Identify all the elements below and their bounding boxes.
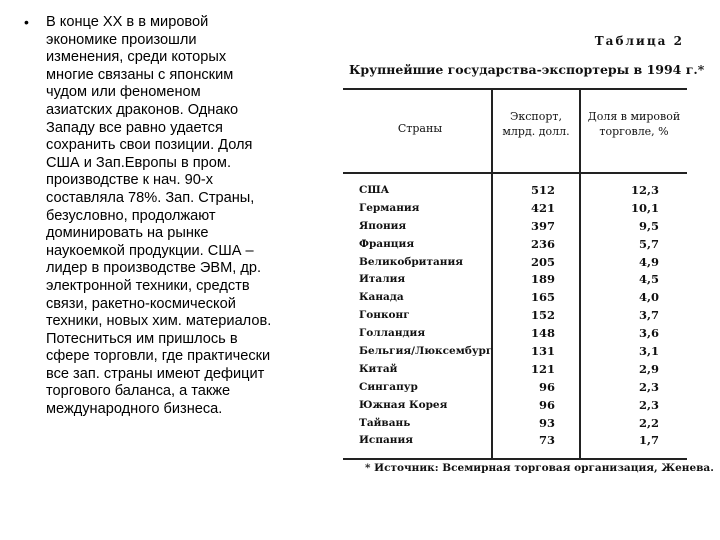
table-row bbox=[335, 379, 690, 397]
share-cell: 3,7 bbox=[638, 308, 659, 323]
text-line: США и Зап.Европы в пром. bbox=[46, 154, 231, 171]
country-cell: Франция bbox=[359, 237, 415, 250]
country-cell: Гонконг bbox=[359, 309, 410, 322]
header-country: Страны bbox=[397, 122, 443, 135]
share-cell: 4,9 bbox=[638, 254, 659, 269]
share-cell: 2,9 bbox=[638, 361, 659, 376]
table-row bbox=[335, 307, 690, 325]
country-cell: Германия bbox=[359, 201, 420, 214]
export-cell: 148 bbox=[530, 326, 555, 341]
text-line: многие связаны с японским bbox=[46, 66, 234, 83]
bullet-marker: • bbox=[24, 14, 29, 30]
text-line: торгового баланса, а также bbox=[46, 383, 231, 400]
table-row bbox=[335, 236, 690, 254]
share-cell: 3,6 bbox=[638, 326, 659, 341]
share-cell: 10,1 bbox=[630, 200, 659, 215]
country-cell: США bbox=[359, 184, 390, 196]
table-body bbox=[335, 182, 690, 450]
header-rule bbox=[343, 172, 687, 174]
header-share-line2: торговле, % bbox=[599, 125, 669, 138]
export-cell: 93 bbox=[538, 415, 555, 430]
country-cell: Канада bbox=[359, 291, 404, 304]
country-cell: Тайвань bbox=[359, 416, 411, 429]
export-cell: 131 bbox=[530, 344, 555, 359]
country-cell: Италия bbox=[359, 273, 406, 286]
text-line: доминировать на рынке bbox=[46, 225, 209, 242]
export-cell: 96 bbox=[538, 379, 555, 394]
share-cell: 9,5 bbox=[638, 218, 659, 233]
export-cell: 121 bbox=[530, 361, 555, 376]
table-source-note: * Источник: Всемирная торговая организация, Женева. bbox=[365, 462, 714, 474]
header-export-line2: млрд. долл. bbox=[502, 125, 570, 138]
text-line: производстве к нач. 90-х bbox=[46, 172, 214, 189]
text-line: международного бизнеса. bbox=[46, 401, 223, 418]
share-cell: 2,3 bbox=[638, 397, 659, 412]
country-cell: Бельгия/Люксембург bbox=[359, 345, 493, 358]
header-export-line1: Экспорт, bbox=[509, 110, 563, 123]
text-line: В конце ХХ в в мировой bbox=[46, 14, 209, 30]
export-cell: 96 bbox=[538, 397, 555, 412]
table-row bbox=[335, 415, 690, 433]
country-cell: Великобритания bbox=[359, 255, 464, 268]
share-cell: 5,7 bbox=[638, 236, 659, 251]
table-row bbox=[335, 432, 690, 450]
text-line: сохранить свои позиции. Доля bbox=[46, 137, 253, 154]
table-row bbox=[335, 397, 690, 415]
table-row bbox=[335, 200, 690, 218]
share-cell: 12,3 bbox=[630, 183, 659, 197]
text-line: Западу все равно удается bbox=[46, 119, 223, 136]
text-line: техники, новых хим. материалов. bbox=[46, 313, 272, 330]
export-cell: 397 bbox=[530, 218, 555, 233]
export-cell: 236 bbox=[530, 236, 555, 251]
export-cell: 73 bbox=[538, 433, 555, 448]
export-cell: 512 bbox=[530, 183, 555, 197]
table-number: Таблица 2 bbox=[594, 34, 684, 48]
country-cell: Южная Корея bbox=[359, 398, 448, 411]
text-line: экономике произошли bbox=[46, 31, 197, 48]
text-line: электронной техники, средств bbox=[46, 277, 250, 294]
country-cell: Голландия bbox=[359, 327, 426, 340]
text-line: связи, ракетно-космической bbox=[46, 295, 236, 312]
table-top-rule bbox=[343, 88, 687, 90]
table-row bbox=[335, 218, 690, 236]
share-cell: 2,2 bbox=[638, 415, 659, 430]
share-cell: 2,3 bbox=[638, 379, 659, 394]
text-line: безусловно, продолжают bbox=[46, 207, 216, 224]
export-cell: 152 bbox=[530, 308, 555, 323]
text-line: изменения, среди которых bbox=[46, 49, 227, 66]
body-text bbox=[46, 14, 331, 419]
table-row bbox=[335, 361, 690, 379]
scanned-table bbox=[335, 22, 714, 492]
share-cell: 1,7 bbox=[638, 433, 659, 448]
export-cell: 189 bbox=[530, 272, 555, 287]
country-cell: Китай bbox=[359, 362, 398, 375]
table-row bbox=[335, 254, 690, 272]
table-row bbox=[335, 325, 690, 343]
table-row bbox=[335, 271, 690, 289]
country-cell: Испания bbox=[359, 434, 414, 447]
text-line: наукоемкой продукции. США – bbox=[46, 242, 254, 259]
header-share-line1: Доля в мировой bbox=[587, 110, 681, 123]
text-line: Потесниться им пришлось в bbox=[46, 330, 238, 347]
share-cell: 4,0 bbox=[638, 290, 659, 305]
text-line: все зап. страны имеют дефицит bbox=[46, 365, 265, 382]
country-cell: Сингапур bbox=[359, 380, 418, 393]
country-cell: Япония bbox=[359, 219, 407, 232]
text-line: азиатских драконов. Однако bbox=[46, 101, 239, 118]
text-line: чудом или феноменом bbox=[46, 84, 201, 101]
table-row bbox=[335, 343, 690, 361]
text-line: лидер в производстве ЭВМ, др. bbox=[46, 260, 262, 277]
table-row bbox=[335, 289, 690, 307]
table-bottom-rule bbox=[343, 458, 687, 460]
table-title: Крупнейшие государства-экспортеры в 1994 г.* bbox=[349, 62, 705, 77]
export-cell: 205 bbox=[530, 254, 555, 269]
table-row bbox=[335, 182, 690, 200]
export-cell: 165 bbox=[530, 290, 555, 305]
text-line: составляла 78%. Зап. Страны, bbox=[46, 189, 255, 206]
share-cell: 4,5 bbox=[638, 272, 659, 287]
share-cell: 3,1 bbox=[638, 344, 659, 359]
text-line: сфере торговли, где практически bbox=[46, 348, 271, 365]
export-cell: 421 bbox=[530, 200, 555, 215]
